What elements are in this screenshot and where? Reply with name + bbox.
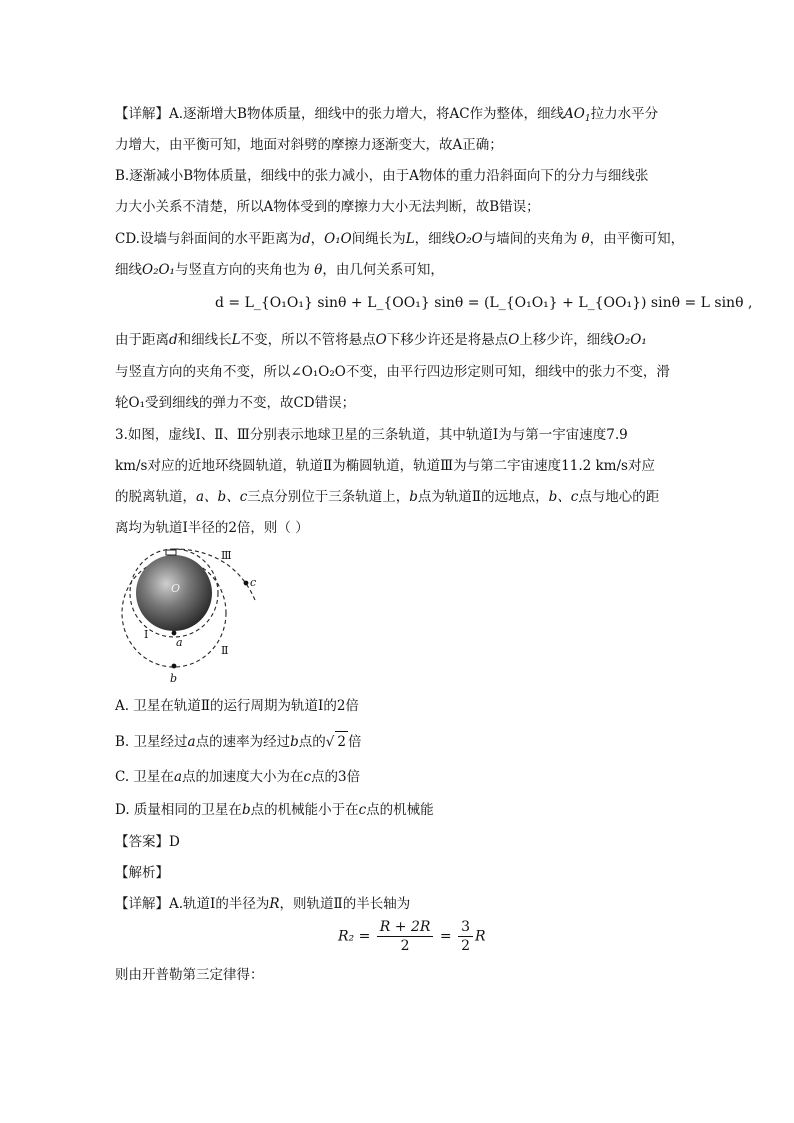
var-theta: θ [314, 262, 323, 278]
label-O: O [171, 582, 181, 595]
label-c: c [250, 576, 257, 589]
var-d: d [301, 231, 311, 247]
text: 间绳长为 [351, 231, 406, 247]
last-line: 则由开普勒第三定律得： [115, 967, 264, 983]
text: 三点分别位于三条轨道上， [247, 489, 410, 505]
text: 【详解】A.轨道Ⅰ的半径为 [115, 896, 270, 912]
para-1-line-2: 力增大，由平衡可知，地面对斜劈的摩擦力逐渐变大，故A正确； [115, 137, 503, 153]
var-c: c [303, 769, 312, 785]
text: 点的速率为经过 [195, 734, 291, 750]
answer: 【答案】D [115, 834, 180, 850]
var-d: d [169, 332, 178, 348]
text: 点的3倍 [311, 769, 361, 785]
satellite-icon [166, 550, 176, 555]
text: 细线 [115, 262, 142, 278]
var-abc: a、b、c [196, 489, 248, 505]
var-b: b [241, 802, 251, 818]
point-b [172, 664, 177, 669]
para-4-line-3: 轮O₁受到细线的弹力不变，故CD错误； [115, 395, 356, 411]
text: 和细线长 [177, 332, 232, 348]
detail-line [115, 894, 410, 914]
text: 由于距离 [115, 332, 169, 348]
question-3-line-4: 离均为轨道Ⅰ半径的2倍，则（ ） [115, 520, 309, 536]
text: CD.设墙与斜面间的水平距离为 [115, 231, 302, 247]
var-c: c [358, 802, 367, 818]
para-3-line-2 [115, 260, 444, 280]
text: 倍 [347, 734, 362, 750]
option-D [115, 800, 434, 820]
text: C. 卫星在 [115, 769, 174, 785]
text: ，由平衡可知， [589, 231, 685, 247]
var-bc: b、c [548, 489, 579, 505]
text: 点的加速度大小为在 [182, 769, 304, 785]
point-a [172, 631, 177, 636]
para-4-line-1 [115, 330, 647, 350]
equation-2 [338, 918, 486, 955]
fraction-1-numerator: R + 2R [377, 918, 434, 937]
sqrt-symbol: √ [325, 734, 335, 750]
var-O2O1: O₂O₁ [613, 332, 647, 348]
text: ，细线 [414, 231, 456, 247]
text: ，则轨道Ⅱ的半长轴为 [279, 896, 411, 912]
fraction-2-numerator: 3 [458, 918, 473, 937]
text: 【详解】A.逐渐增大B物体质量，细线中的张力增大，将AC作为整体，细线 [115, 106, 565, 122]
var-O2O1: O₂O₁ [142, 262, 175, 278]
para-2-line-2: 力大小关系不清楚，所以A物体受到的摩擦力大小无法判断，故B错误； [115, 199, 540, 215]
point-c [244, 581, 249, 586]
var-R: R [269, 896, 280, 912]
text: 点为轨道Ⅱ的远地点， [417, 489, 549, 505]
var-O: O [375, 332, 387, 348]
text: D. 质量相同的卫星在 [115, 802, 242, 818]
text: 与竖直方向的夹角也为 [174, 262, 310, 278]
subscript: 1 [584, 114, 591, 124]
option-A: A. 卫星在轨道Ⅱ的运行周期为轨道Ⅰ的2倍 [115, 698, 359, 714]
question-3-line-2: km/s对应的近地环绕圆轨道，轨道Ⅱ为椭圆轨道，轨道Ⅲ为与第二宇宙速度11.2 km/s对应 [115, 458, 655, 474]
equals-sign: = [439, 928, 452, 945]
label-II: Ⅱ [221, 644, 229, 657]
para-4-line-2: 与竖直方向的夹角不变，所以∠O₁O₂O不变，由平行四边形定则可知，细线中的张力不变，滑 [115, 364, 670, 380]
label-I: Ⅰ [144, 628, 149, 641]
option-B [115, 731, 361, 752]
question-3-line-1: 3.如图，虚线Ⅰ、Ⅱ、Ⅲ分别表示地球卫星的三条轨道，其中轨道Ⅰ为与第一宇宙速度7.9 [115, 427, 628, 443]
text: 点的机械能 [366, 802, 434, 818]
fraction-1-denominator: 2 [400, 938, 410, 954]
label-b: b [170, 672, 178, 685]
var-O1O: O₁O [324, 231, 352, 247]
text: 与墙间的夹角为 [482, 231, 578, 247]
text: 点的 [298, 734, 326, 750]
text: 的脱离轨道， [115, 489, 196, 505]
equation-1: d = L_{O₁O₁} sinθ + L_{OO₁} sinθ = (L_{O₁O₁} + L_{OO₁}) sinθ = L sinθ , [215, 295, 753, 311]
text: 点的机械能小于在 [250, 802, 359, 818]
var-L: L [231, 332, 241, 348]
orbit-figure [110, 545, 280, 690]
question-3-line-3 [115, 487, 659, 507]
text: ， [310, 231, 325, 247]
var-a: a [173, 769, 182, 785]
var-a: a [187, 734, 196, 750]
text: 不变，所以不管将悬点 [240, 332, 376, 348]
analysis-heading: 【解析】 [115, 865, 169, 881]
fraction-2-denominator: 2 [461, 938, 470, 954]
var-O: O [508, 332, 520, 348]
text: ，由几何关系可知， [322, 262, 444, 278]
var-R: R [474, 928, 486, 945]
sqrt-value: 2 [335, 731, 348, 752]
text: 下移少许还是将悬点 [386, 332, 509, 348]
var-b: b [290, 734, 299, 750]
var-AO: AO [564, 106, 585, 122]
label-a: a [176, 636, 183, 649]
text: 上移少许，细线 [519, 332, 614, 348]
option-C [115, 767, 360, 787]
text: 拉力水平分 [590, 106, 659, 122]
var-theta: θ [581, 231, 590, 247]
text: B. 卫星经过 [115, 734, 188, 750]
eq2-lhs: R₂ = [338, 928, 371, 945]
label-III: Ⅲ [221, 549, 232, 562]
text: 点与地心的距 [578, 489, 660, 505]
fraction-2 [458, 918, 473, 955]
var-O2O: O₂O [455, 231, 483, 247]
var-L: L [405, 231, 415, 247]
fraction-1 [377, 918, 434, 955]
para-1-line-1 [115, 104, 658, 129]
para-2-line-1: B.逐渐减小B物体质量，细线中的张力减小，由于A物体的重力沿斜面向下的分力与细线张 [115, 168, 649, 184]
var-b: b [409, 489, 418, 505]
para-3-line-1 [115, 229, 684, 249]
